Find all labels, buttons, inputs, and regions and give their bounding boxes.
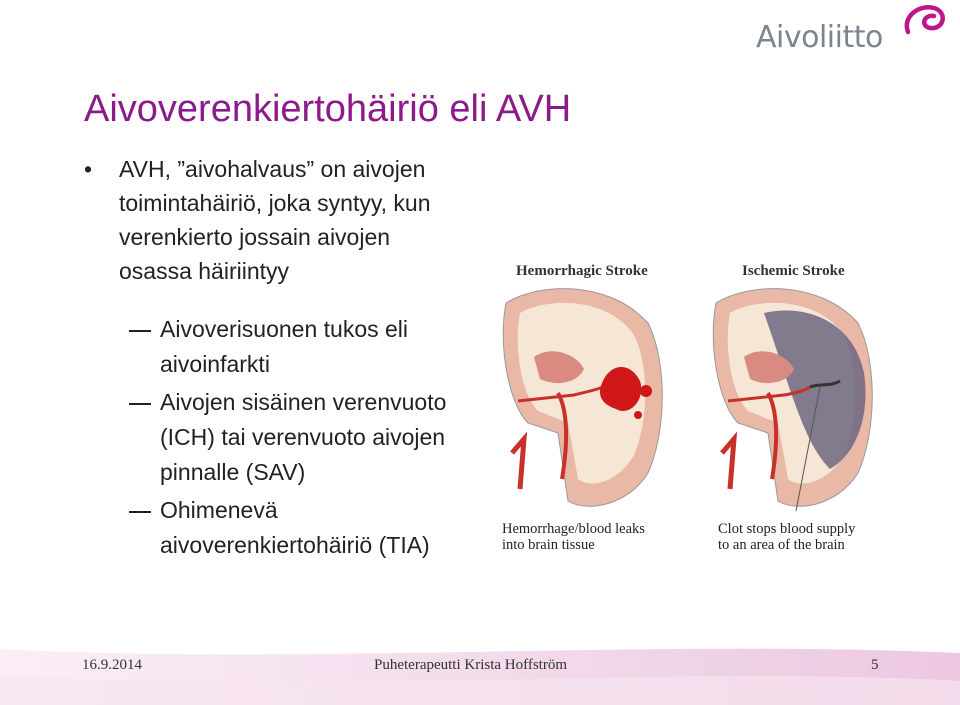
bullet-list	[84, 152, 484, 563]
footer-author: Puheterapeutti Krista Hoffström	[374, 657, 568, 673]
logo-swirl-icon	[900, 2, 952, 42]
slide-footer	[0, 645, 960, 705]
sub-bullet-item: Aivoverisuonen tukos eli aivoinfarkti	[84, 312, 470, 382]
hemorrhage-caption	[502, 521, 645, 553]
stroke-illustration	[492, 255, 878, 565]
sub-bullet-item: Aivojen sisäinen verenvuoto (ICH) tai verenvuoto aivojen pinnalle (SAV)	[84, 385, 450, 490]
caption-line: Clot stops blood supply	[718, 521, 856, 537]
ischemic-caption	[718, 521, 855, 553]
caption-line: into brain tissue	[502, 537, 595, 553]
ischemic-stroke-label: Ischemic Stroke	[742, 263, 845, 279]
caption-line: to an area of the brain	[718, 537, 845, 553]
aivoliitto-logo	[752, 2, 952, 62]
hemorrhagic-stroke-label: Hemorrhagic Stroke	[516, 263, 648, 279]
ischemic-brain-image	[708, 283, 878, 513]
logo-text: Aivoliitto	[756, 20, 883, 55]
footer-date: 16.9.2014	[82, 657, 142, 673]
sub-bullet-item: Ohimenevä aivoverenkiertohäiriö (TIA)	[84, 493, 460, 563]
footer-band	[0, 645, 960, 705]
caption-line: Hemorrhage/blood leaks	[502, 521, 645, 537]
bullet-item: • AVH, ”aivohalvaus” on aivojen toimintahäiriö, joka syntyy, kun verenkierto jossain aivojen osassa häiriintyy	[84, 152, 449, 288]
page-number: 5	[871, 657, 879, 673]
hemorrhagic-brain-image	[498, 283, 668, 513]
slide-title: Aivoverenkiertohäiriö eli AVH	[84, 88, 572, 130]
